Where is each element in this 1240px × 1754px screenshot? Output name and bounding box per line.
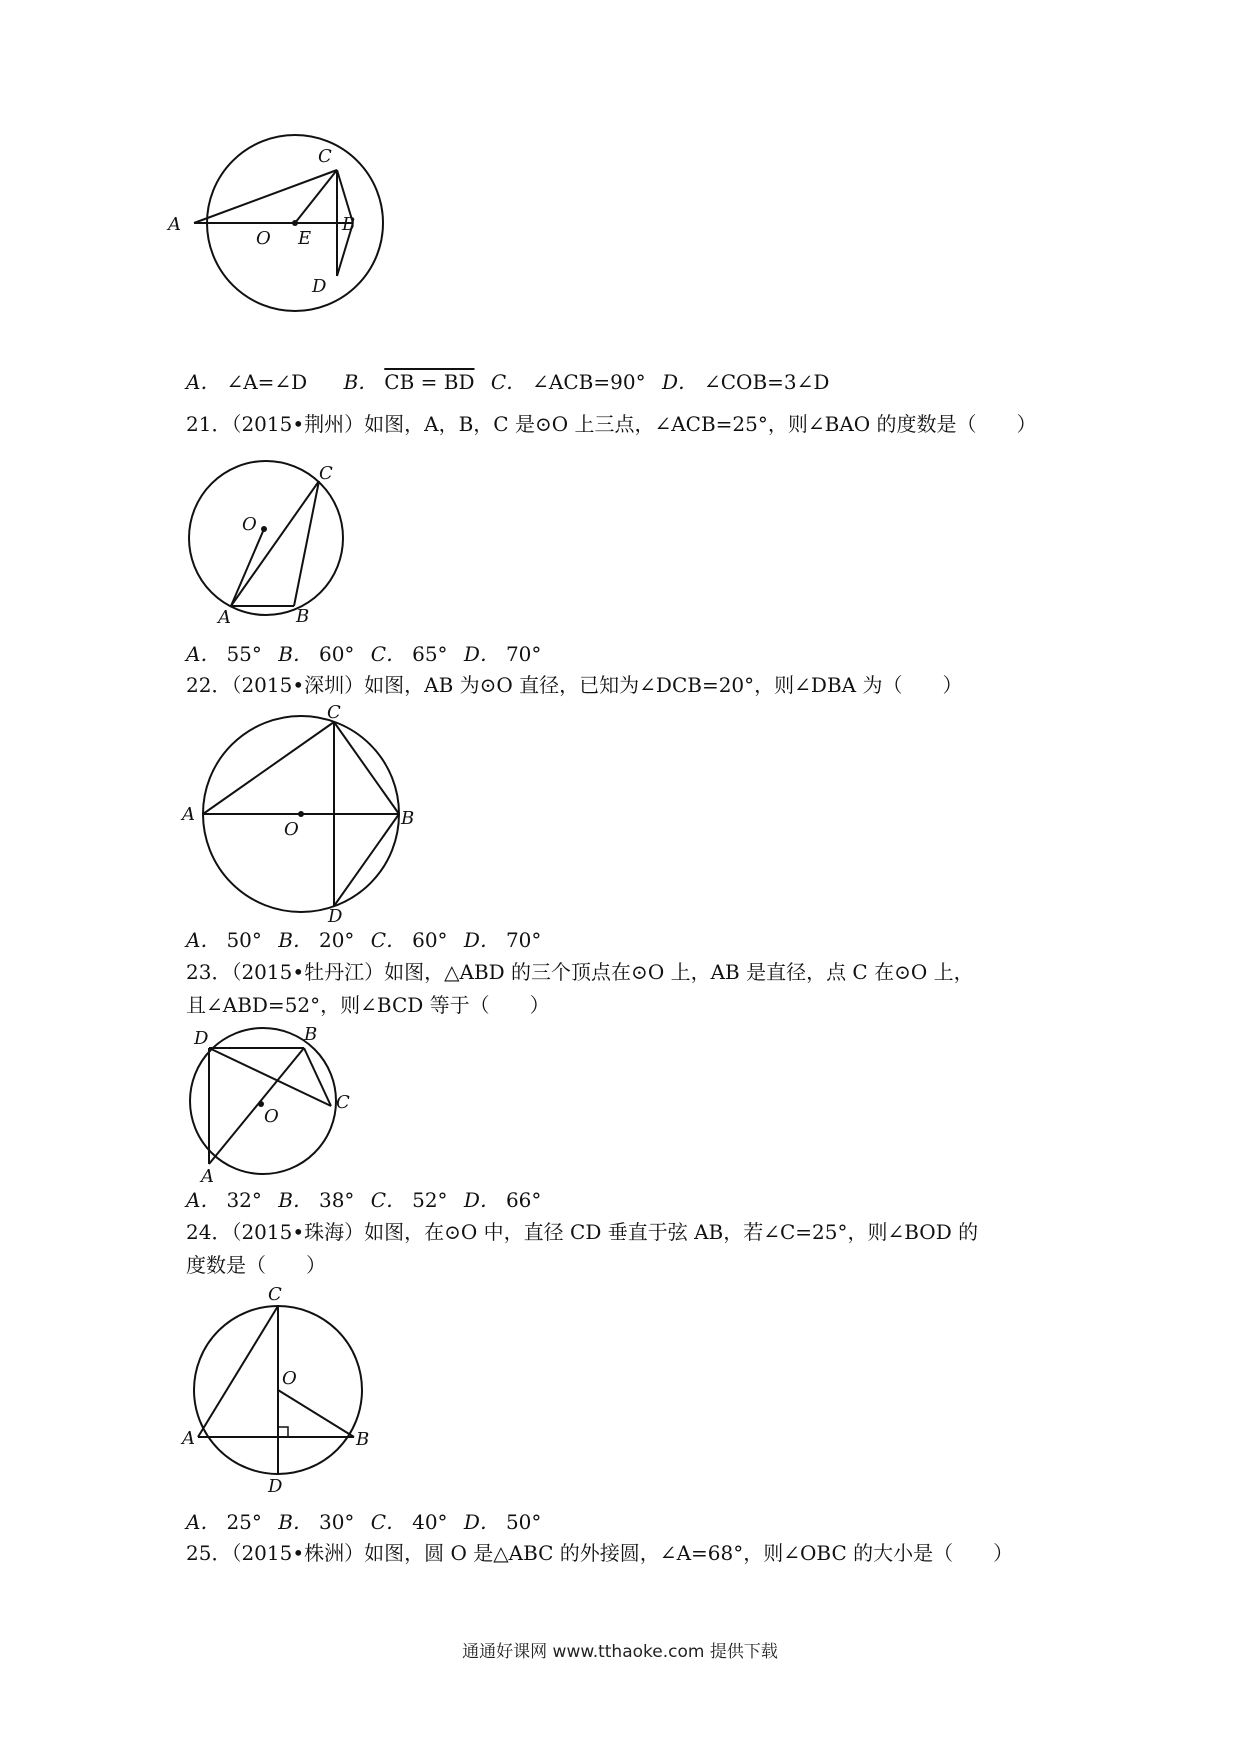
- q23-label-c: C: [336, 1092, 350, 1113]
- q20-label-o: O: [256, 228, 271, 249]
- q21-label-a: A: [218, 607, 231, 628]
- q24-label-a: A: [182, 1428, 195, 1449]
- q24-option-c: C． 40°: [370, 1510, 448, 1534]
- q23-option-c: C． 52°: [370, 1188, 448, 1212]
- q23-options: [186, 1188, 551, 1212]
- q21-center-dot: [261, 526, 267, 532]
- q20-options: [186, 370, 839, 394]
- q23-label-o: O: [264, 1106, 279, 1127]
- q23-line-ab: [209, 1048, 304, 1164]
- q24-right-angle-mark: [278, 1427, 288, 1437]
- q21-label-c: C: [319, 463, 333, 484]
- q20-label-c: C: [318, 146, 332, 167]
- q21-option-b: B． 60°: [278, 642, 355, 666]
- q21-circle: [189, 461, 343, 615]
- q21-label-o: O: [242, 514, 257, 535]
- q23-figure: [186, 1024, 356, 1187]
- q21-figure: [186, 460, 356, 628]
- q22-line-cb: [334, 722, 399, 814]
- q22-option-c: C． 60°: [370, 928, 448, 952]
- q20-center-dot: [292, 220, 298, 226]
- page-footer: 通通好课网 www.tthaoke.com 提供下载: [462, 1642, 778, 1662]
- q22-center-dot: [298, 811, 304, 817]
- q20-figure: [168, 146, 410, 340]
- q20-label-e: E: [298, 228, 312, 249]
- q20-option-b: B． CB = BD: [343, 370, 475, 394]
- q24-label-d: D: [268, 1476, 283, 1497]
- q22-option-d: D． 70°: [463, 928, 542, 952]
- q21-options: [186, 642, 551, 666]
- q23-line-bc: [304, 1048, 331, 1106]
- q24-line-ac: [198, 1306, 278, 1437]
- q23-label-a: A: [201, 1166, 214, 1187]
- q24-option-a: A． 25°: [186, 1510, 262, 1534]
- q25-question-text: 25．（2015•株洲）如图，圆 O 是△ABC 的外接圆，∠A=68°，则∠OBC 的大小是（ ）: [186, 1541, 1014, 1565]
- q23-label-d: D: [194, 1028, 209, 1049]
- q24-label-c: C: [268, 1284, 282, 1305]
- q20-label-a: A: [168, 214, 181, 235]
- q21-question-text: 21．（2015•荆州）如图，A，B，C 是⊙O 上三点，∠ACB=25°，则∠BAO 的度数是（ ）: [186, 412, 1037, 436]
- q22-option-b: B． 20°: [278, 928, 355, 952]
- q21-option-d: D． 70°: [463, 642, 542, 666]
- q24-line-ob: [278, 1390, 354, 1437]
- q22-figure: [182, 702, 416, 927]
- q24-question-line1: 24．（2015•珠海）如图，在⊙O 中，直径 CD 垂直于弦 AB，若∠C=25°，则∠BOD 的: [186, 1220, 979, 1244]
- q22-label-b: B: [401, 808, 415, 829]
- q22-label-d: D: [328, 906, 343, 927]
- q24-options: [186, 1510, 551, 1534]
- q24-question-line2: 度数是（ ）: [186, 1253, 326, 1277]
- q22-line-bd: [334, 814, 399, 906]
- q20-label-b: B: [342, 214, 356, 235]
- q22-label-a: A: [182, 804, 195, 825]
- q22-label-o: O: [284, 819, 299, 840]
- q20-label-d: D: [312, 276, 327, 297]
- q22-options: [186, 928, 551, 952]
- q23-option-b: B． 38°: [278, 1188, 355, 1212]
- q21-option-a: A． 55°: [186, 642, 262, 666]
- q23-label-b: B: [304, 1024, 318, 1045]
- q23-option-a: A． 32°: [186, 1188, 262, 1212]
- q23-option-d: D． 66°: [463, 1188, 542, 1212]
- q24-figure: [182, 1284, 376, 1497]
- q24-option-d: D． 50°: [463, 1510, 542, 1534]
- q23-question-line1: 23．（2015•牡丹江）如图，△ABD 的三个顶点在⊙O 上，AB 是直径，点 C 在⊙O 上，: [186, 960, 974, 984]
- q24-label-b: B: [356, 1429, 370, 1450]
- q23-line-dc: [209, 1048, 331, 1106]
- q24-option-b: B． 30°: [278, 1510, 355, 1534]
- q20-option-d: D． ∠COB=3∠D: [661, 370, 830, 394]
- q20-option-b-arcs: CB = BD: [384, 370, 475, 394]
- q21-option-c: C． 65°: [370, 642, 448, 666]
- q21-label-b: B: [296, 606, 310, 627]
- q23-question-line2: 且∠ABD=52°，则∠BCD 等于（ ）: [186, 993, 550, 1017]
- q20-option-c: C． ∠ACB=90°: [490, 370, 646, 394]
- q24-label-o: O: [282, 1368, 297, 1389]
- q22-line-ac: [203, 722, 334, 814]
- q22-option-a: A． 50°: [186, 928, 262, 952]
- q22-question-text: 22．（2015•深圳）如图，AB 为⊙O 直径，已知为∠DCB=20°，则∠DBA 为（ ）: [186, 673, 963, 697]
- q20-option-a: A． ∠A=∠D: [186, 370, 308, 394]
- q22-label-c: C: [327, 702, 341, 723]
